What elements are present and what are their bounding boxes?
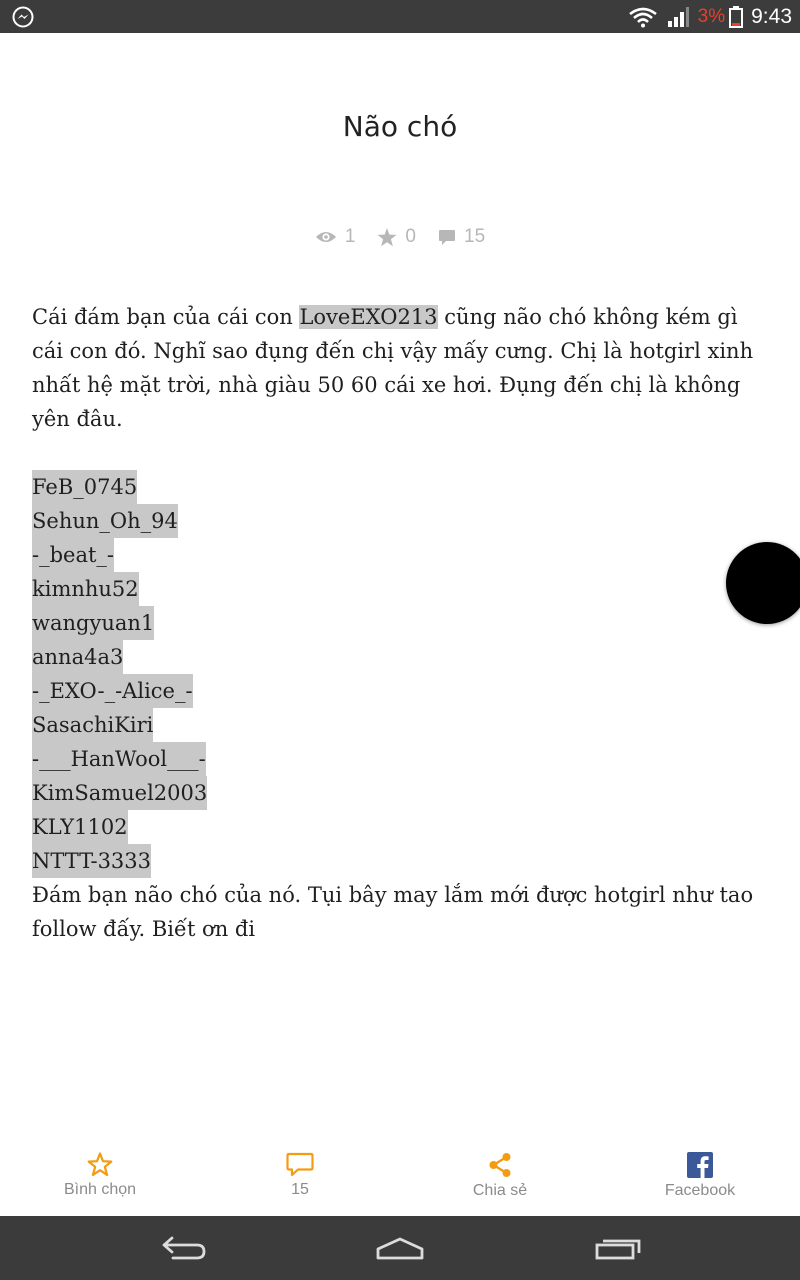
messenger-icon [12,6,34,28]
mention-link[interactable]: Sehun_Oh_94 [32,504,178,538]
mention-link[interactable]: SasachiKiri [32,708,153,742]
comment-icon [438,229,456,246]
mention-link[interactable]: LoveEXO213 [299,305,438,329]
story-stats [0,226,800,248]
back-icon [161,1235,207,1261]
mention-link[interactable]: wangyuan1 [32,606,154,640]
mention-link[interactable]: KLY1102 [32,810,128,844]
mention-link[interactable]: anna4a3 [32,640,123,674]
recent-apps-icon [594,1236,642,1260]
recent-apps-button[interactable] [578,1230,658,1266]
vote-label: Bình chọn [63,1181,137,1198]
share-label: Chia sẻ [472,1182,528,1199]
mention-link[interactable]: NTTT-3333 [32,844,151,878]
intro-paragraph: Cái đám bạn của cái con LoveEXO213 cũng não chó không kém gì cái con đó. Nghĩ sao đụng đến chị vậy mấy cưng. Chị là hotgirl xinh nhất hệ mặt trời, nhà giàu 50 60 cái xe hơi. Đụng đến chị là không yên đâu. [32,305,754,431]
status-bar [0,0,800,33]
mention-link[interactable]: -___HanWool___- [32,742,206,776]
story-content [32,300,772,946]
battery-percent: 3% [697,5,726,27]
facebook-icon [687,1152,713,1178]
clock: 9:43 [751,4,792,28]
share-icon [487,1152,513,1178]
views-count: 1 [344,226,356,247]
votes-stat [377,226,416,248]
signal-icon [666,6,690,28]
home-icon [375,1236,425,1260]
mention-link[interactable]: kimnhu52 [32,572,139,606]
comments-stat [438,226,485,248]
back-button[interactable] [144,1230,224,1266]
eye-icon [315,230,337,244]
mention-link[interactable]: -_EXO-_-Alice_- [32,674,193,708]
star-outline-icon [87,1152,113,1177]
mention-list [32,470,772,878]
comments-button[interactable] [220,1152,380,1199]
navigation-bar [0,1216,800,1280]
share-button[interactable] [420,1152,580,1200]
bottom-action-bar [0,1140,800,1216]
home-button[interactable] [360,1230,440,1266]
views-stat [315,226,356,248]
comments-label: 15 [291,1181,309,1198]
mention-link[interactable]: KimSamuel2003 [32,776,207,810]
comments-count: 15 [464,226,486,247]
closing-paragraph: Đám bạn não chó của nó. Tụi bây may lắm mới được hotgirl như tao follow đấy. Biết ơn đi [32,883,754,941]
vote-button[interactable] [20,1152,180,1199]
story-title: Não chó [342,110,458,143]
facebook-button[interactable] [620,1152,780,1200]
star-icon [377,228,397,247]
votes-count: 0 [405,226,416,247]
facebook-label: Facebook [664,1182,736,1199]
mention-link[interactable]: FeB_0745 [32,470,137,504]
mention-link[interactable]: -_beat_- [32,538,114,572]
battery-icon [729,6,743,28]
comment-outline-icon [286,1152,314,1177]
wifi-icon [628,6,658,28]
floating-action-button[interactable] [726,542,800,624]
